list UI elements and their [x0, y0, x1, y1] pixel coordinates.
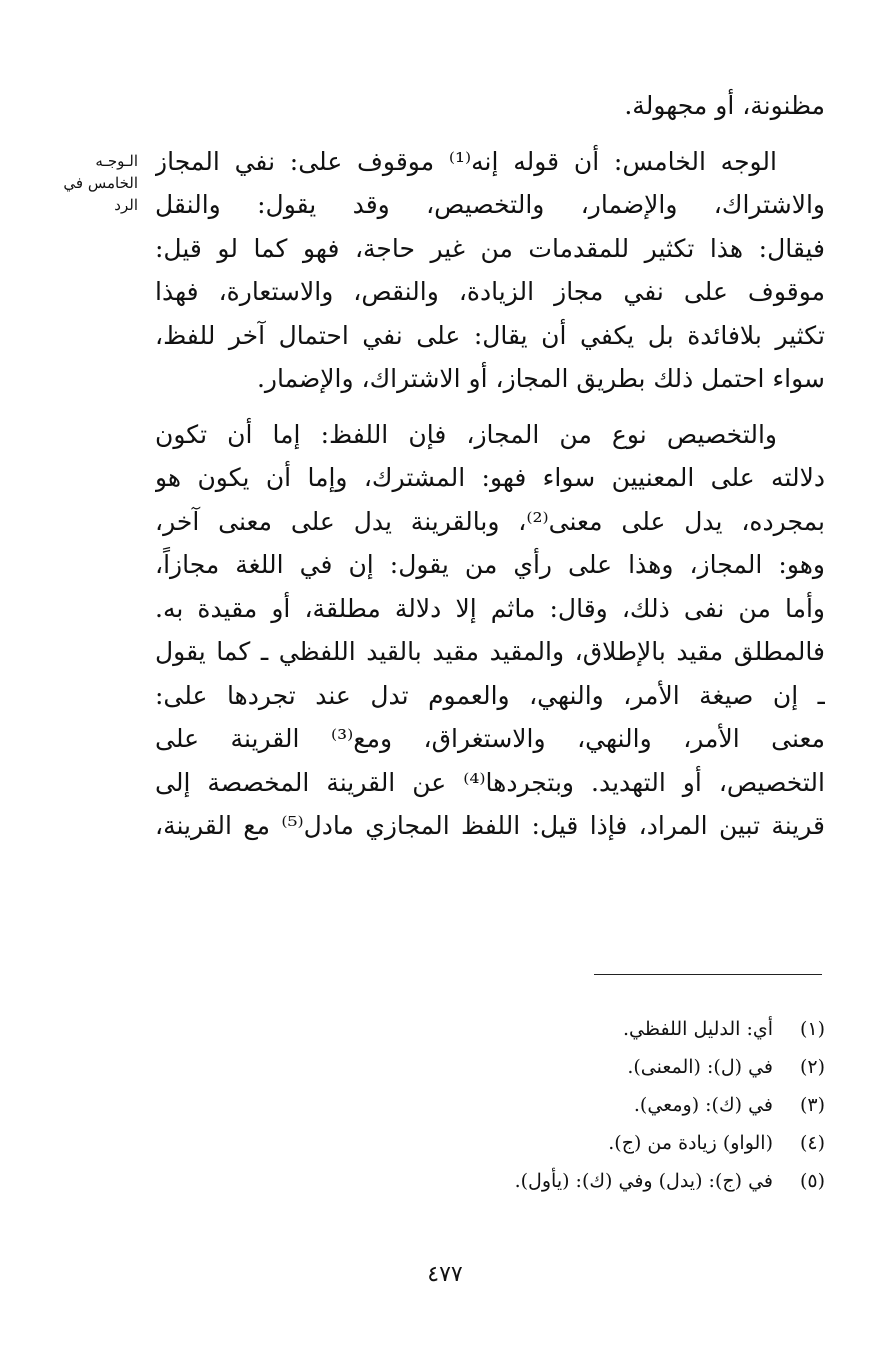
- text-line: وهو: المجاز، وهذا على رأي من يقول: إن في اللغة مجازاً،: [155, 550, 825, 579]
- text-line: تكثير بلافائدة بل يكفي أن يقال: على نفي احتمال آخر للفظ،: [155, 320, 825, 350]
- margin-note-line: الـوجـه: [95, 152, 138, 170]
- text-line: مظنونة، أو مجهولة.: [624, 91, 825, 120]
- margin-note: [28, 150, 138, 216]
- text-line: معنى الأمر، والنهي، والاستغراق، ومع⁽³⁾ القرينة على: [155, 724, 825, 753]
- text-line: والتخصيص نوع من المجاز، فإن اللفظ: إما أن تكون: [155, 419, 777, 449]
- footnote-number: (٣): [799, 1094, 825, 1116]
- footnote-text: في (ل): (المعنى).: [627, 1056, 773, 1078]
- footnote-text: في (ك): (ومعي).: [633, 1094, 773, 1116]
- text-line: ـ إن صيغة الأمر، والنهي، والعموم تدل عند تجردها على:: [155, 680, 825, 710]
- text-line: بمجرده، يدل على معنى⁽²⁾، وبالقرينة يدل على معنى آخر،: [155, 506, 825, 536]
- text-line: التخصيص، أو التهديد. وبتجردها⁽⁴⁾ عن القرينة المخصصة إلى: [155, 767, 825, 797]
- footnote-item: [300, 1124, 825, 1162]
- text-line: قرينة تبين المراد، فإذا قيل: اللفظ المجازي مادل⁽⁵⁾ مع القرينة،: [155, 811, 825, 840]
- footnote-divider: [594, 974, 822, 975]
- margin-note-line: الخامس في: [63, 174, 138, 192]
- text-line: وأما من نفى ذلك، وقال: ماثم إلا دلالة مطلقة، أو مقيدة به.: [155, 593, 825, 623]
- footnote-text: في (ج): (يدل) وفي (ك): (يأول).: [514, 1170, 773, 1192]
- text-line: والاشتراك، والإضمار، والتخصيص، وقد يقول: والنقل: [155, 190, 825, 219]
- footnote-number: (٥): [799, 1170, 825, 1192]
- margin-note-line: الرد: [114, 196, 138, 214]
- footnote-item: [300, 1162, 825, 1200]
- footnote-number: (٢): [799, 1056, 825, 1078]
- paragraph-gap: [155, 401, 825, 413]
- footnote-number: (١): [799, 1018, 825, 1040]
- footnote-number: (٤): [799, 1132, 825, 1154]
- text-line: الوجه الخامس: أن قوله إنه⁽¹⁾ موقوف على: نفي المجاز: [155, 146, 777, 176]
- text-line: فالمطلق مقيد بالإطلاق، والمقيد مقيد بالقيد اللفظي ـ كما يقول: [155, 637, 825, 666]
- main-text: [155, 84, 825, 848]
- text-line: دلالته على المعنيين سواء فهو: المشترك، وإما أن يكون هو: [155, 463, 825, 492]
- text-line: سواء احتمل ذلك بطريق المجاز، أو الاشتراك، والإضمار.: [256, 364, 825, 393]
- footnote-item: [300, 1086, 825, 1124]
- footnote-text: أي: الدليل اللفظي.: [622, 1018, 773, 1040]
- page-number: ٤٧٧: [427, 1262, 463, 1287]
- text-line: فيقال: هذا تكثير للمقدمات من غير حاجة، فهو كما لو قيل:: [155, 233, 825, 263]
- footnote-item: [300, 1010, 825, 1048]
- text-line: موقوف على نفي مجاز الزيادة، والنقص، والاستعارة، فهذا: [155, 277, 825, 306]
- footnotes: [300, 1010, 825, 1200]
- paragraph-gap: [155, 128, 825, 140]
- footnote-item: [300, 1048, 825, 1086]
- footnote-text: (الواو) زيادة من (ج).: [608, 1132, 773, 1154]
